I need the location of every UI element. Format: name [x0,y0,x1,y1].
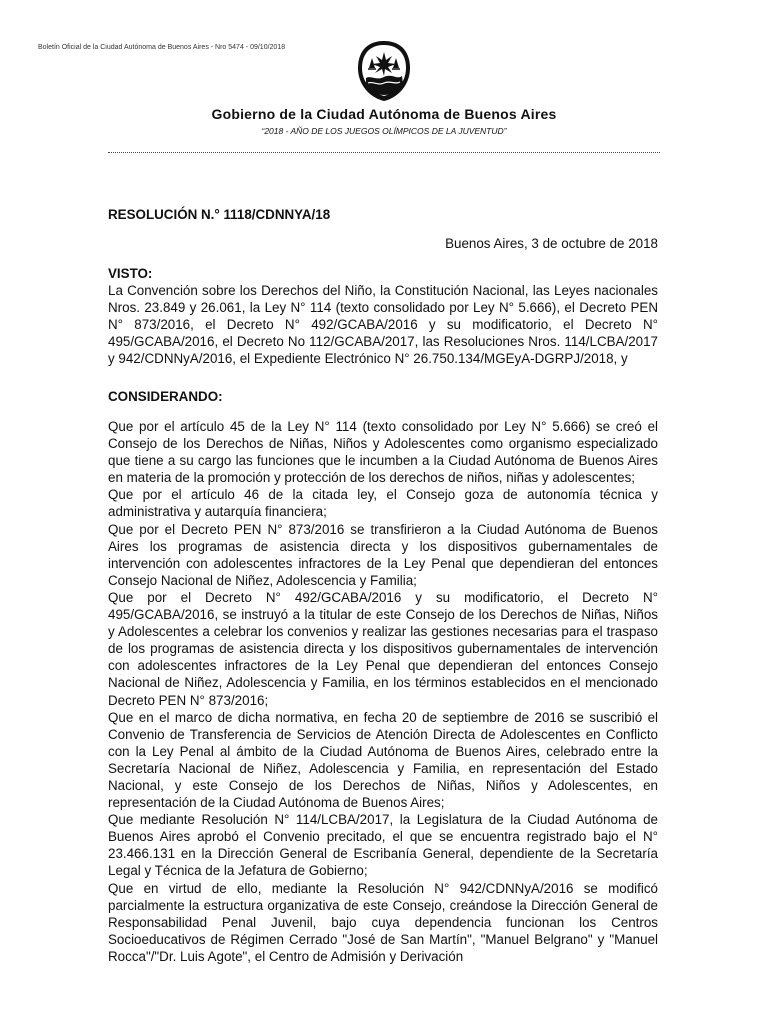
considerando-paragraph: Que por el Decreto N° 492/GCABA/2016 y su modificatorio, el Decreto N° 495/GCABA/2016, se instruyó a la titular de este Consejo de los Derechos de Niñas, Niños y Adolescentes a celebrar los convenios y realizar las gestiones necesarias para el traspaso de los programas de asistencia directa y los dispositivos gubernamentales de intervención con adolescentes infractores de la Ley Penal que dependieran del entonces Consejo Nacional de Niñez, Adolescencia y Familia, en los términos establecidos en el mencionado Decreto PEN N° 873/2016; [108,589,658,708]
visto-body: La Convención sobre los Derechos del Niño, la Constitución Nacional, las Leyes nacionales Nros. 23.849 y 26.061, la Ley N° 114 (texto consolidado por Ley N° 5.666), el Decreto PEN N° 873/2016, el Decreto N° 492/GCABA/2016 y su modificatorio, el Decreto N° 495/GCABA/2016, el Decreto No 112/GCABA/2017, las Resoluciones Nros. 114/LCBA/2017 y 942/CDNNyA/2016, el Expediente Electrónico N° 26.750.134/MGEyA-DGRPJ/2018, y [108,283,658,367]
city-seal-icon [357,40,411,102]
considerando-heading: CONSIDERANDO: [108,389,223,404]
considerando-paragraph: Que por el artículo 45 de la Ley N° 114 (texto consolidado por Ley N° 5.666) se creó el Consejo de los Derechos de Niñas, Niños y Adolescentes como organismo especializado que tiene a su cargo las funciones que le incumben a la Ciudad Autónoma de Buenos Aires en materia de la promoción y protección de los derechos de niños, niñas y adolescentes; [108,419,658,486]
bulletin-header: Boletín Oficial de la Ciudad Autónoma de Buenos Aires - Nro 5474 - 09/10/2018 [38,44,286,51]
place-date: Buenos Aires, 3 de octubre de 2018 [445,236,658,251]
considerando-paragraph: Que mediante Resolución N° 114/LCBA/2017, la Legislatura de la Ciudad Autónoma de Buenos Aires aprobó el Convenio precitado, el que se encuentra registrado bajo el N° 23.466.131 en la Dirección General de Escribanía General, dependiente de la Secretaría Legal y Técnica de la Jefatura de Gobierno; [108,812,658,879]
considerando-body [108,418,658,965]
resolution-title: RESOLUCIÓN N.° 1118/CDNNYA/18 [108,207,331,222]
government-title: Gobierno de la Ciudad Autónoma de Buenos Aires [211,106,557,122]
considerando-paragraph: Que en virtud de ello, mediante la Resolución N° 942/CDNNyA/2016 se modificó parcialmente la estructura organizativa de este Consejo, creándose la Dirección General de Responsabilidad Penal Juvenil, bajo cuya dependencia funcionan los Centros Socioeducativos de Régimen Cerrado "José de San Martín", "Manuel Belgrano" y "Manuel Rocca"/"Dr. Luis Agote", el Centro de Admisión y Derivación [108,880,658,964]
header-divider [108,152,660,153]
government-subtitle: “2018 - AÑO DE LOS JUEGOS OLÍMPICOS DE LA JUVENTUD” [261,126,507,136]
visto-heading: VISTO: [108,266,153,281]
considerando-paragraph: Que por el Decreto PEN N° 873/2016 se transfirieron a la Ciudad Autónoma de Buenos Aires los programas de asistencia directa y los dispositivos gubernamentales de intervención con adolescentes infractores de la Ley Penal que dependieran del entonces Consejo Nacional de Niñez, Adolescencia y Familia; [108,521,658,588]
considerando-paragraph: Que en el marco de dicha normativa, en fecha 20 de septiembre de 2016 se suscribió el Convenio de Transferencia de Servicios de Atención Directa de Adolescentes en Conflicto con la Ley Penal al ámbito de la Ciudad Autónoma de Buenos Aires, celebrado entre la Secretaría Nacional de Niñez, Adolescencia y Familia, en representación del Estado Nacional, y este Consejo de los Derechos de Niñas, Niños y Adolescentes, en representación de la Ciudad Autónoma de Buenos Aires; [108,709,658,811]
considerando-paragraph: Que por el artículo 46 de la citada ley, el Consejo goza de autonomía técnica y administrativa y autarquía financiera; [108,487,658,520]
